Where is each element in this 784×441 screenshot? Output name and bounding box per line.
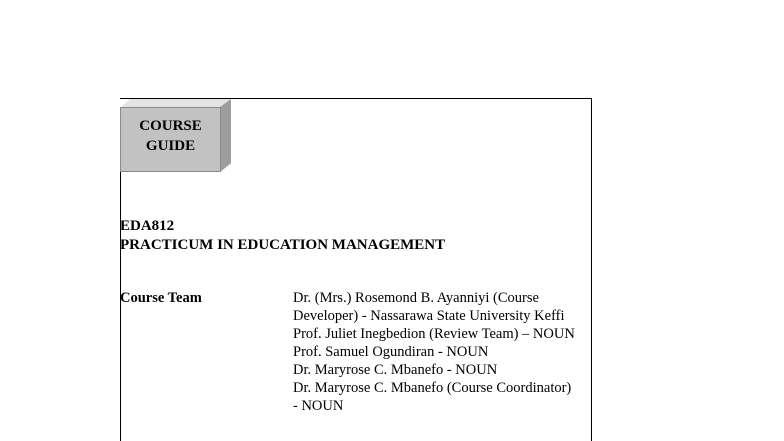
course-guide-label-line2: GUIDE xyxy=(145,138,196,154)
team-member: Prof. Juliet Inegbedion (Review Team) – NOUN xyxy=(293,326,575,342)
course-guide-label-line1: COURSE xyxy=(139,118,202,134)
course-code: EDA812 xyxy=(120,218,175,234)
course-team-list xyxy=(293,289,578,415)
course-guide-box-side-face xyxy=(220,99,231,172)
page-border-right xyxy=(591,98,592,441)
team-member: Dr. (Mrs.) Rosemond B. Ayanniyi (Course Developer) - Nassarawa State University Keffi xyxy=(293,290,565,324)
course-guide-label xyxy=(120,116,221,156)
course-team-label: Course Team xyxy=(120,290,202,306)
team-member: Dr. Maryrose C. Mbanefo - NOUN xyxy=(293,362,498,378)
team-member: Prof. Samuel Ogundiran - NOUN xyxy=(293,344,489,360)
page-border-top xyxy=(120,98,592,99)
course-title: PRACTICUM IN EDUCATION MANAGEMENT xyxy=(120,237,446,253)
team-member: Dr. Maryrose C. Mbanefo (Course Coordinator) - NOUN xyxy=(293,380,572,414)
